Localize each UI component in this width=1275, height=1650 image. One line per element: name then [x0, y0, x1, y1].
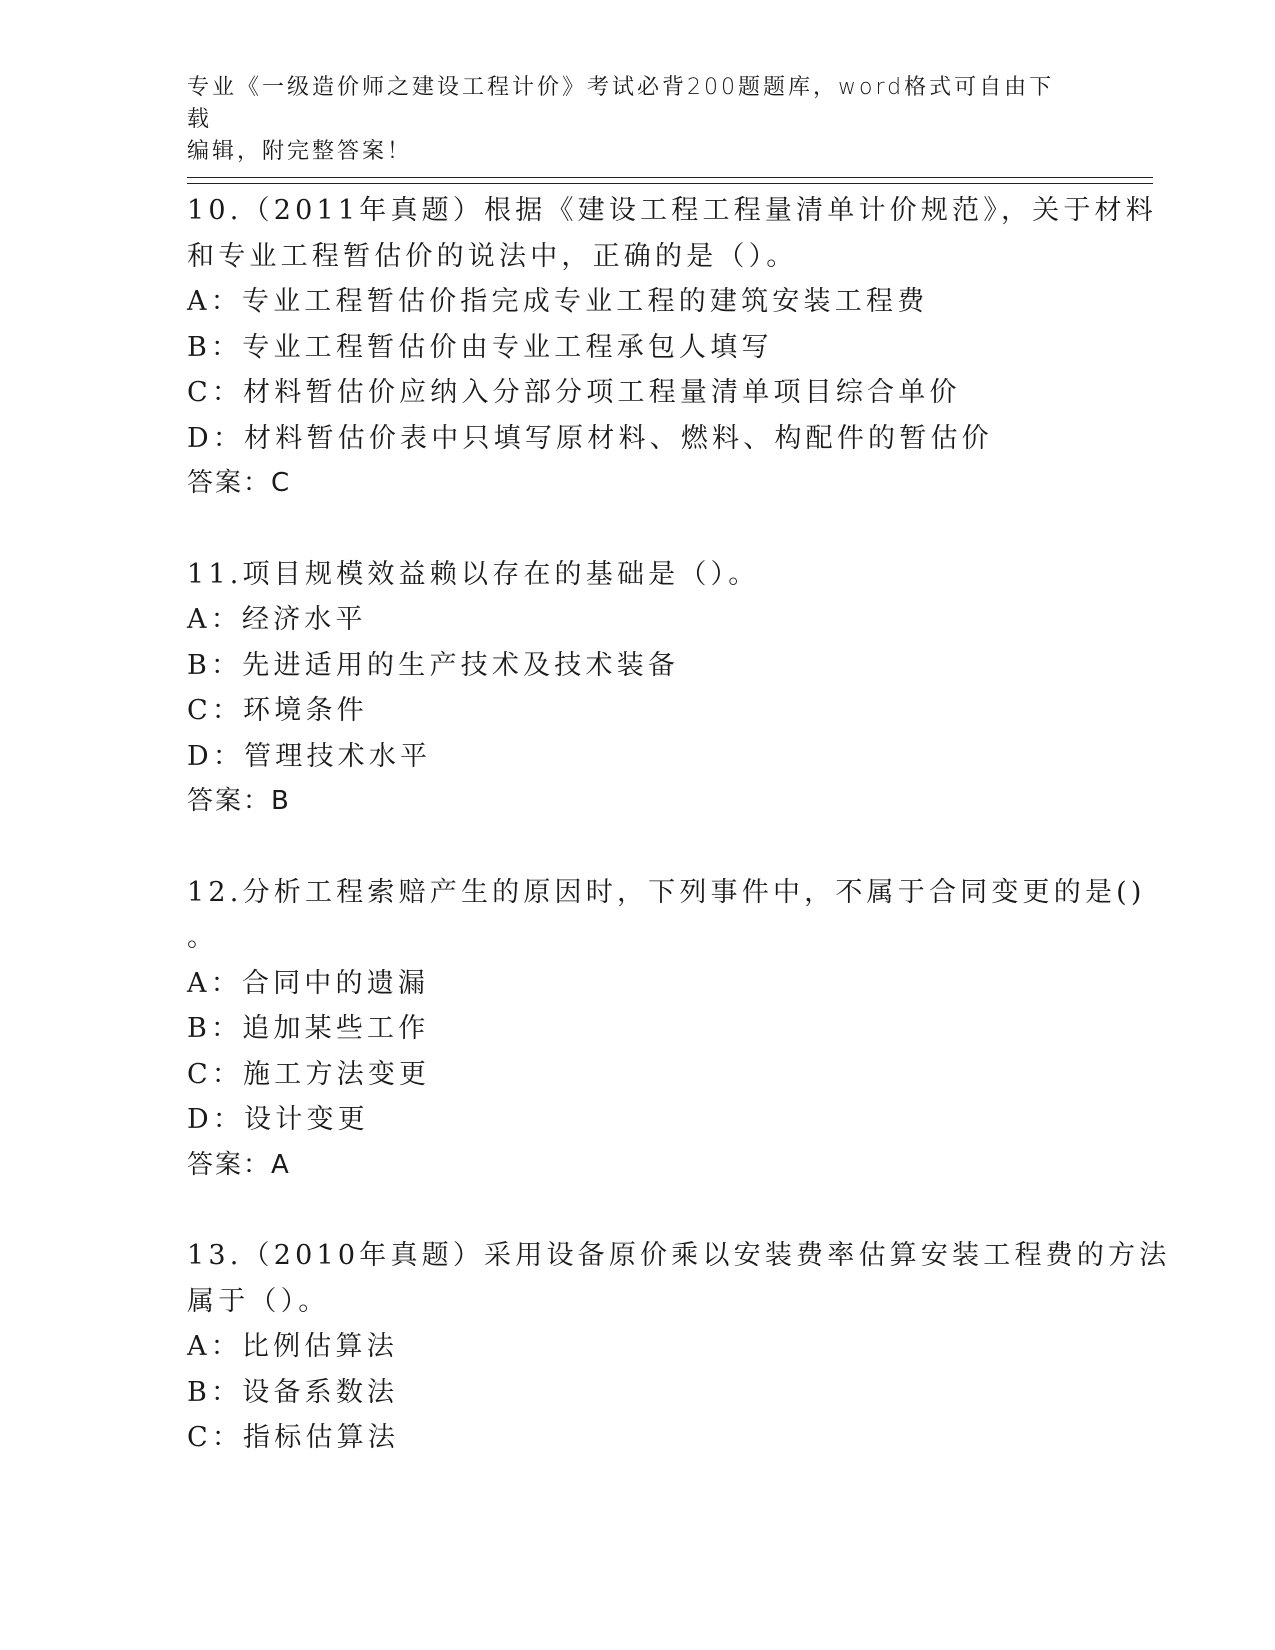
option-c: C：指标估算法: [187, 1422, 400, 1453]
option-b: B：专业工程暂估价由专业工程承包人填写: [187, 331, 773, 363]
option-b: B：先进适用的生产技术及技术装备: [187, 649, 680, 681]
header-line-1: 专业《一级造价师之建设工程计价》考试必背200题题库，word格式可自由下载: [187, 75, 1055, 132]
option-a: A：经济水平: [187, 604, 367, 635]
question-10: [187, 188, 1157, 507]
option-b: B：设备系数法: [187, 1376, 399, 1408]
option-a: A：合同中的遗漏: [187, 967, 430, 999]
question-stem-line: 。: [187, 922, 219, 953]
option-c: C：环境条件: [187, 695, 368, 726]
header-divider-top: [187, 177, 1153, 178]
option-a: A：专业工程暂估价指完成专业工程的建筑安装工程费: [187, 286, 929, 317]
header-line-2: 编辑，附完整答案！: [187, 139, 413, 164]
question-12: [187, 870, 1146, 1189]
spacer: [187, 507, 1087, 552]
question-stem-line: 和专业工程暂估价的说法中，正确的是（）。: [187, 240, 798, 272]
question-13: [187, 1233, 1171, 1461]
option-a: A：比例估算法: [187, 1331, 398, 1362]
option-d: D：管理技术水平: [187, 740, 432, 772]
answer: 答案：C: [187, 468, 292, 498]
spacer: [187, 825, 1087, 870]
question-stem-line: 10.（2011年真题）根据《建设工程工程量清单计价规范》，关于材料: [187, 195, 1157, 226]
document-header: [187, 72, 1067, 168]
answer: 答案：A: [187, 1149, 291, 1180]
spacer: [187, 1188, 1087, 1233]
question-11: [187, 552, 1087, 825]
option-b: B：追加某些工作: [187, 1013, 430, 1044]
option-c: C：施工方法变更: [187, 1058, 431, 1090]
header-divider-bottom: [187, 183, 1153, 184]
option-d: D：材料暂估价表中只填写原材料、燃料、构配件的暂估价: [187, 422, 993, 454]
answer: 答案：B: [187, 786, 291, 816]
question-stem-line: 11.项目规模效益赖以存在的基础是（）。: [187, 558, 760, 590]
option-c: C：材料暂估价应纳入分部分项工程量清单项目综合单价: [187, 377, 961, 408]
question-stem-line: 12.分析工程索赔产生的原因时，下列事件中，不属于合同变更的是(): [187, 876, 1146, 908]
question-list: [187, 188, 1171, 1461]
question-stem-line: 属于（）。: [187, 1285, 330, 1317]
question-stem-line: 13.（2010年真题）采用设备原价乘以安装费率估算安装工程费的方法: [187, 1240, 1171, 1271]
option-d: D：设计变更: [187, 1104, 369, 1135]
